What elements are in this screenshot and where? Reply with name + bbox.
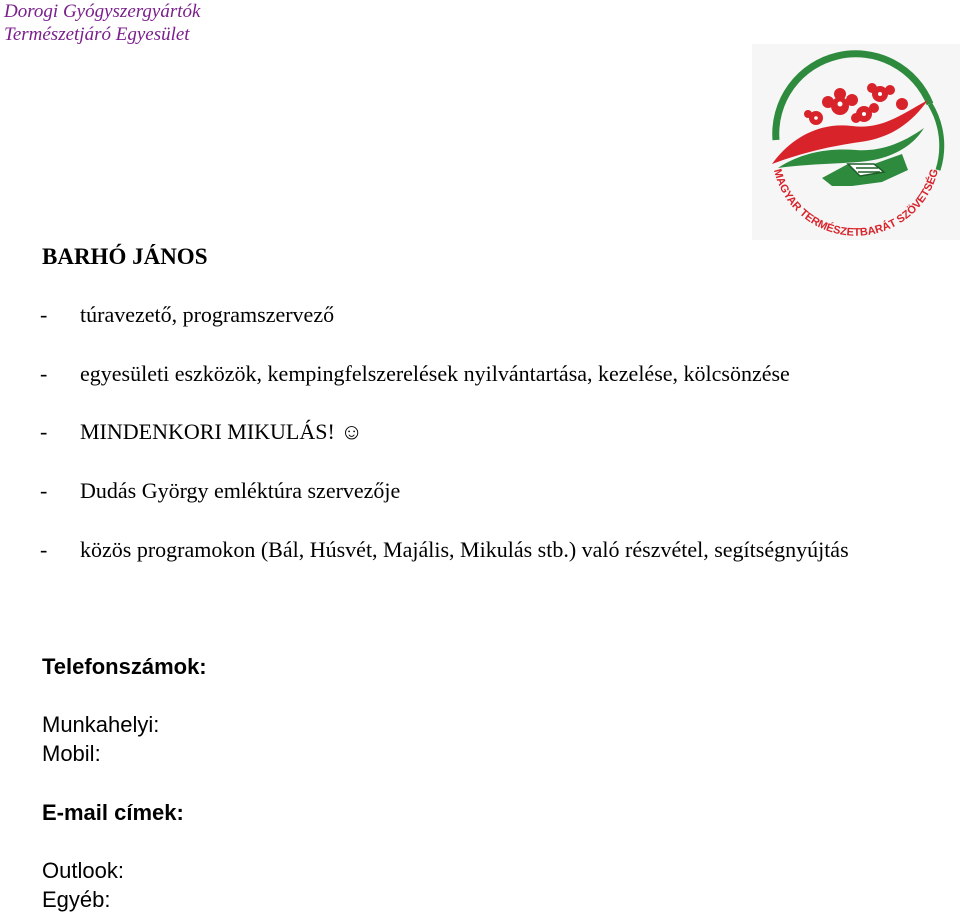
logo-arc-text: MAGYAR TERMÉSZETBARÁT SZÖVETSÉG <box>771 167 941 239</box>
mobile-phone-label: Mobil: <box>42 741 101 766</box>
duty-text: MINDENKORI MIKULÁS! ☺ <box>80 419 363 444</box>
logo-flowers-icon <box>804 83 908 125</box>
duty-dash: - <box>40 537 48 562</box>
duty-text: egyesületi eszközök, kempingfelszerelések nyilvántartása, kezelése, kölcsönzése <box>80 361 790 386</box>
duty-dash: - <box>40 478 48 503</box>
work-phone-label: Munkahelyi: <box>42 712 160 737</box>
duty-dash: - <box>40 361 48 386</box>
person-name: BARHÓ JÁNOS <box>42 244 208 269</box>
outlook-email-label: Outlook: <box>42 858 124 883</box>
other-email-label: Egyéb: <box>42 887 111 912</box>
duty-item <box>40 300 860 330</box>
duty-text: közös programokon (Bál, Húsvét, Majális, Mikulás stb.) való részvétel, segítségnyújtás <box>80 537 849 562</box>
duty-item <box>40 476 860 506</box>
mtsz-logo-graphic <box>752 44 960 240</box>
duty-dash: - <box>40 419 48 444</box>
organization-header <box>4 0 200 46</box>
duty-dash: - <box>40 302 48 327</box>
duty-item <box>40 535 860 565</box>
duty-text: túravezető, programszervező <box>80 302 335 327</box>
mtsz-logo <box>752 44 960 240</box>
organization-name-line2: Természetjáró Egyesület <box>4 24 190 45</box>
phones-title: Telefonszámok: <box>42 654 207 679</box>
organization-name-line1: Dorogi Gyógyszergyártók <box>4 1 201 22</box>
duty-text: Dudás György emléktúra szervezője <box>80 478 401 503</box>
duty-item <box>40 359 860 389</box>
emails-title: E-mail címek: <box>42 800 184 825</box>
duty-item <box>40 417 860 447</box>
